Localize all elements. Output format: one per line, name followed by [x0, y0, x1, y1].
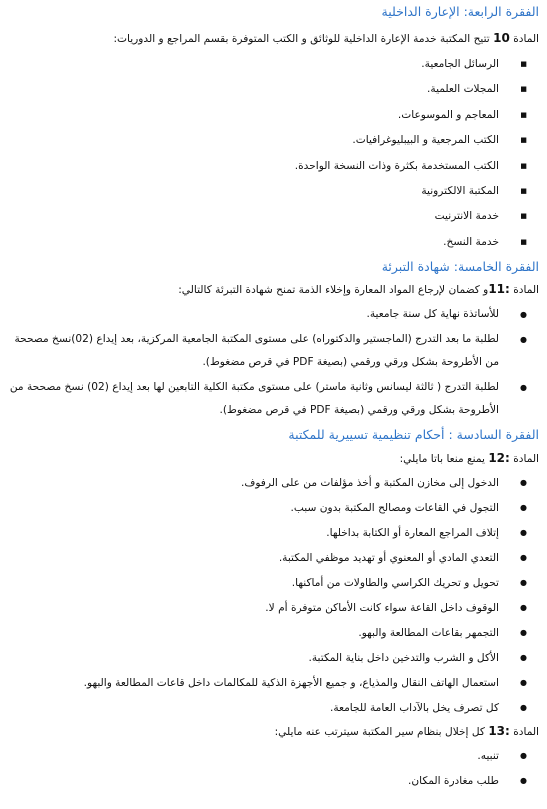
dot-bullet-icon — [520, 475, 527, 491]
list-item-text: تنبيه. — [477, 750, 499, 763]
list-item — [8, 575, 539, 600]
list-item-text: التجول في القاعات ومصالح المكتبة بدون سبب. — [290, 502, 499, 515]
article-text: تتيح المكتبة خدمة الإعارة الداخلية للوثائق و الكتب المتوفرة بقسم المراجع و الدوريات: — [113, 33, 494, 45]
list-item — [8, 500, 539, 525]
document — [0, 2, 547, 798]
list-item — [8, 748, 539, 773]
dot-bullet-icon — [520, 376, 527, 400]
list-item — [8, 625, 539, 650]
square-bullet-icon — [520, 183, 527, 199]
dot-bullet-icon — [520, 600, 527, 616]
list-item — [8, 303, 539, 328]
list-item-text: الدخول إلى مخازن المكتبة و أخذ مؤلفات من على الرفوف. — [240, 477, 499, 490]
section-heading: الفقرة الرابعة: الإعارة الداخلية — [381, 4, 539, 19]
list-item-text: الكتب المرجعية و البيبليوغرافيات. — [352, 134, 499, 147]
dot-bullet-icon — [520, 525, 527, 541]
square-bullet-icon — [520, 132, 527, 148]
dot-bullet-icon — [520, 700, 527, 716]
list-item — [8, 328, 539, 376]
list-item-text: المجلات العلمية. — [427, 83, 499, 96]
dot-bullet-icon — [520, 650, 527, 666]
list-item-text: التعدي المادي أو المعنوي أو تهديد موظفي المكتبة. — [278, 552, 499, 565]
list-item — [8, 550, 539, 575]
list-item-text: لطلبة ما بعد التدرج (الماجستير والدكتوراه) على مستوى المكتبة الجامعية المركزية، بعد إيداع (02)نسخ مصححة من الأطروحة بشكل ورقي ورقمي (بصيغة PDF في قرص مضغوط). — [14, 333, 499, 369]
dot-bullet-icon — [520, 328, 527, 352]
dot-bullet-icon — [520, 303, 527, 327]
square-bullet-icon — [520, 208, 527, 224]
article-number: :12 — [488, 451, 510, 466]
square-bullet-icon — [520, 56, 527, 72]
section-heading: الفقرة السادسة : أحكام تنظيمية تسييرية للمكتبة — [288, 427, 539, 443]
list-item-text: خدمة الانترنيت — [434, 210, 499, 223]
article-text: كل إخلال بنظام سير المكتبة سيترتب عنه مايلي: — [274, 726, 489, 739]
dot-bullet-list — [8, 475, 539, 725]
dot-bullet-list — [8, 748, 539, 798]
article-label: المادة — [509, 33, 539, 45]
list-item-text: كل تصرف يخل بالآداب العامة للجامعة. — [329, 702, 499, 715]
list-item — [8, 132, 539, 157]
dot-bullet-icon — [520, 748, 527, 764]
list-item — [8, 376, 539, 424]
list-item — [8, 525, 539, 550]
list-item — [8, 700, 539, 725]
article-paragraph — [8, 281, 539, 298]
square-bullet-icon — [520, 81, 527, 97]
dot-bullet-icon — [520, 550, 527, 566]
article-text: يمنع منعا باتا مايلي: — [399, 453, 489, 466]
list-item — [8, 600, 539, 625]
list-item-text: المكتبة الالكترونية — [421, 184, 499, 197]
square-bullet-icon — [520, 158, 527, 174]
article-text: و كضمان لإرجاع المواد المعارة وإخلاء الذمة تمنح شهادة التبرئة كالتالي: — [178, 284, 489, 297]
dot-bullet-icon — [520, 500, 527, 516]
list-item-text: للأساتذة نهاية كل سنة جامعية. — [366, 308, 499, 321]
list-item-text: التجمهر بقاعات المطالعة والبهو. — [358, 627, 499, 640]
list-item-text: تحويل و تحريك الكراسي والطاولات من أماكنها. — [291, 577, 499, 590]
article-number: 10 — [493, 31, 510, 45]
list-item-text: خدمة النسخ. — [443, 235, 499, 248]
article-paragraph — [8, 30, 539, 47]
square-bullet-icon — [520, 107, 527, 123]
dot-bullet-icon — [520, 773, 527, 789]
list-item — [8, 675, 539, 700]
list-item — [8, 234, 539, 259]
list-item-text: الرسائل الجامعية. — [421, 58, 499, 70]
article-number: :13 — [488, 724, 510, 739]
list-item — [8, 81, 539, 106]
list-item-text: الأكل و الشرب والتدخين داخل بناية المكتبة. — [308, 652, 499, 665]
dot-bullet-icon — [520, 575, 527, 591]
article-paragraph — [8, 723, 539, 740]
list-item-text: المعاجم و الموسوعات. — [397, 108, 499, 121]
article-label: المادة — [509, 284, 539, 297]
list-item — [8, 56, 539, 81]
article-number: :11 — [488, 282, 510, 297]
list-item-text: الوقوف داخل القاعة سواء كانت الأماكن متوفرة أم لا. — [265, 602, 499, 615]
dot-bullet-icon — [520, 625, 527, 641]
article-label: المادة — [509, 453, 539, 466]
square-bullet-list — [8, 56, 539, 259]
article-label: المادة — [509, 726, 539, 739]
list-item — [8, 208, 539, 233]
list-item — [8, 650, 539, 675]
dot-bullet-icon — [520, 675, 527, 691]
list-item-text: لطلبة التدرج ( ثالثة ليسانس وثانية ماستر) على مستوى مكتبة الكلية التابعين لها بعد إيداع (02) نسخ مصححة من الأطروحة بشكل ورقي ورقمي (بصيغة PDF في قرص مضغوط). — [9, 381, 499, 417]
list-item-text: الكتب المستخدمة بكثرة وذات النسخة الواحدة. — [294, 159, 499, 172]
dot-bullet-list — [8, 303, 539, 424]
article-paragraph — [8, 450, 539, 467]
list-item-text: إتلاف المراجع المعارة أو الكتابة بداخلها. — [326, 527, 499, 540]
list-item — [8, 475, 539, 500]
list-item-text: استعمال الهاتف النقال والمذياع، و جميع الأجهزة الذكية للمكالمات داخل قاعات المطالعة والبهو. — [83, 677, 499, 690]
list-item-text: طلب مغادرة المكان. — [408, 775, 499, 788]
square-bullet-icon — [520, 234, 527, 250]
list-item — [8, 107, 539, 132]
list-item — [8, 773, 539, 798]
section-heading: الفقرة الخامسة: شهادة التبرئة — [381, 259, 539, 275]
list-item — [8, 183, 539, 208]
list-item — [8, 158, 539, 183]
